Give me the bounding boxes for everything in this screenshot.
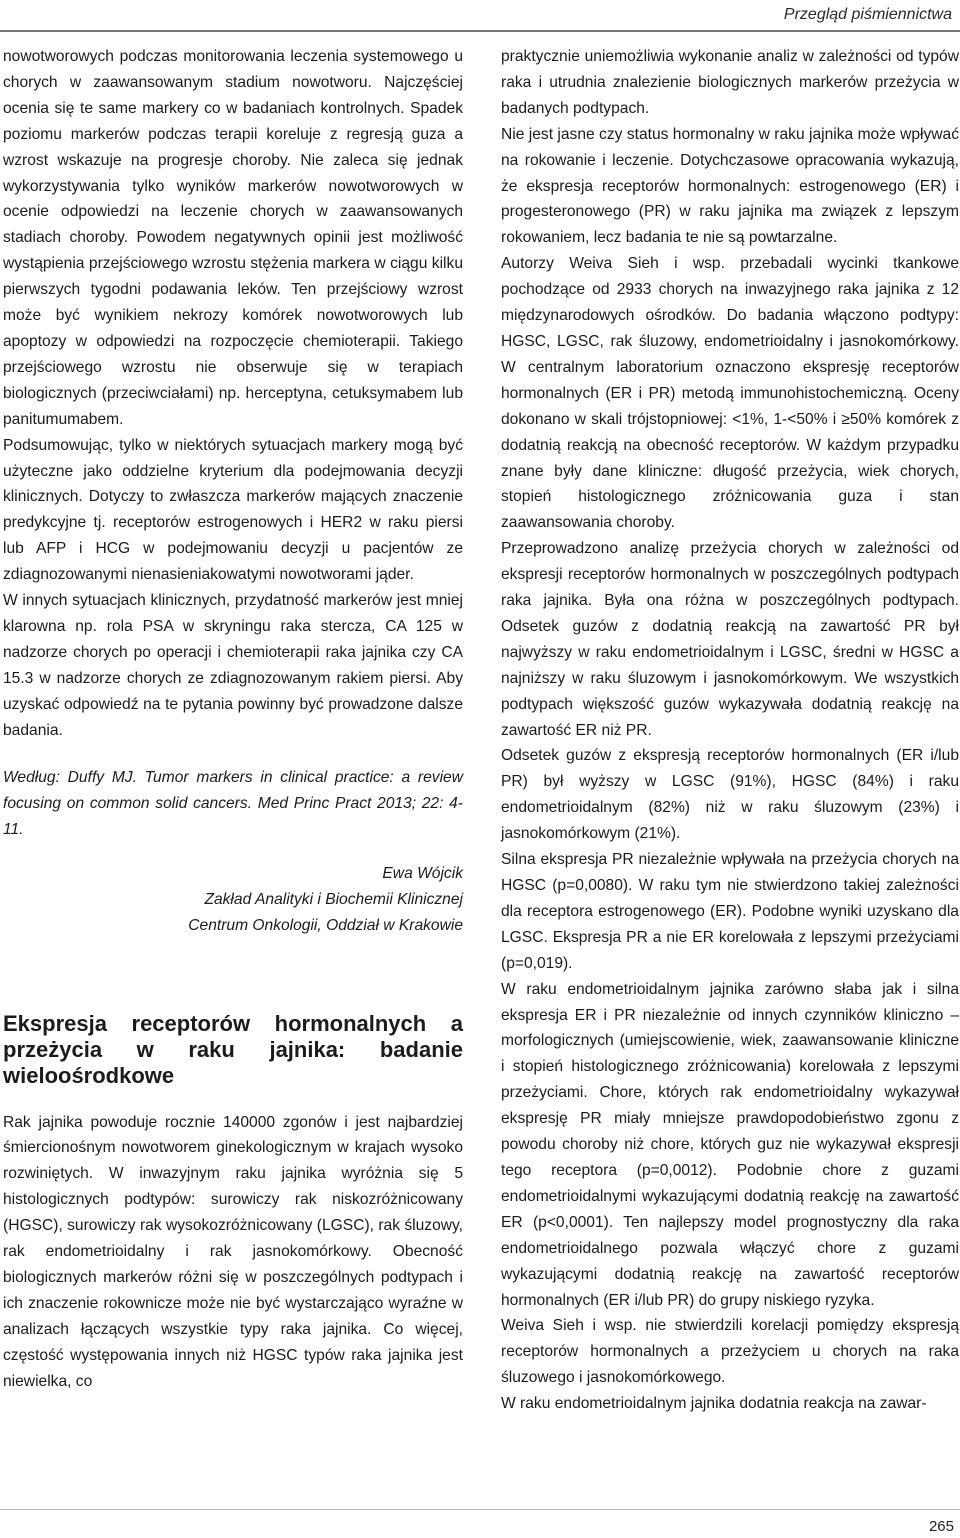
article-heading: Ekspresja receptorów hormonalnych a przeżycia w raku jajnika: badanie wieloośrodkowe <box>3 1011 463 1088</box>
body-paragraph: Przeprowadzono analizę przeżycia chorych w zależności od ekspresji receptorów hormonalnych w poszczególnych podtypach raka jajnika. Była ona różna w poszczególnych podtypach. Odsetek guzów z dodatnią reakcją na zawartość PR był najwyższy w raku endometrioidalnym i LGSC, średni w HGSC a najniższy w raku śluzowym i jasnokomórkowym. We wszystkich podtypach większość guzów wykazywała dodatnią reakcję na zawartość ER niż PR. <box>501 540 959 739</box>
article-intro: Rak jajnika powoduje rocznie 140000 zgonów i jest najbardziej śmiercionośnym nowotworem ginekologicznym w krajach wysoko rozwiniętych. W inwazyjnym raku jajnika wyróżnia się 5 histologicznych podtypów: surowiczy rak niskozróżnicowany (HGSC), surowiczy rak wysokozróżnicowany (LGSC), rak śluzowy, rak endometrioidalny i rak jasnokomórkowy. Obecność biologicznych markerów różni się w poszczególnych podtypach i ich znaczenie rokownicze może nie być wystarczająco wyraźne w analizach łączących wszystkie typy raka jajnika. Co więcej, częstość występowania innych niż HGSC typów raka jajnika jest niewielka, co <box>3 1113 463 1390</box>
body-paragraph: Nie jest jasne czy status hormonalny w raku jajnika może wpływać na rokowanie i leczenie. Dotychczasowe opracowania wykazują, że ekspresja receptorów hormonalnych: estrogenowego (ER) i progesteronowego (PR) w raku jajnika ma związek z lepszym rokowaniem, lecz badania te nie są powtarzalne. <box>501 125 959 247</box>
header-divider <box>0 30 960 32</box>
body-paragraph: W raku endometrioidalnym jajnika zarówno słaba jak i silna ekspresja ER i PR niezależnie od innych czynników kliniczno – morfologicznych (umiejscowienie, wiek, zaawansowanie kliniczne i stopień histologicznego zróżnicowania) korelowała z lepszymi przeżyciami. Chore, których rak endometrioidalny wykazywał ekspresję PR miały mniejsze prawdopodobieństwo zgonu z powodu choroby niż chore, których guz nie wykazywał ekspresji tego receptora (p=0,0012). Podobnie chore z guzami endometrioidalnymi wykazującymi dodatnią reakcję na zawartość ER (p<0,0001). Ten najlepszy model prognostyczny dla raka endometrioidalnego pozwala włączyć chore z guzami wykazującymi dodatnią reakcję na zawartość receptorów hormonalnych (ER i/lub PR) do grupy niskiego ryzyka. <box>501 980 959 1309</box>
body-paragraph: praktycznie uniemożliwia wykonanie analiz w zależności od typów raka i utrudnia znalezienie biologicznych markerów przeżycia w badanych podtypach. <box>501 48 959 117</box>
source-citation: Według: Duffy MJ. Tumor markers in clinical practice: a review focusing on common solid cancers. Med Princ Pract 2013; 22: 4-11. <box>3 769 463 839</box>
body-paragraph: Silna ekspresja PR niezależnie wpływała na przeżycia chorych na HGSC (p=0,0080). W raku tym nie stwierdzono takiej zależności dla receptora estrogenowego (ER). Podobne wyniki uzyskano dla LGSC. Ekspresja PR a nie ER korelowała z lepszymi przeżyciami (p=0,019). <box>501 851 959 972</box>
left-column <box>3 44 463 1395</box>
body-paragraph: Podsumowując, tylko w niektórych sytuacjach markery mogą być użyteczne jako oddzielne kryterium dla podejmowania decyzji klinicznych. Dotyczy to zwłaszcza markerów mających znaczenie predykcyjne tj. receptorów estrogenowych i HER2 w raku piersi lub AFP i HCG w podejmowaniu decyzji u pacjentów ze zdiagnozowanymi nienasieniakowatymi nowotworami jąder. <box>3 436 463 584</box>
body-paragraph: nowotworowych podczas monitorowania leczenia systemowego u chorych w zaawansowanym stadium nowotworu. Najczęściej ocenia się te same markery co w badaniach kontrolnych. Spadek poziomu markerów podczas terapii koreluje z regresją guza a wzrost wskazuje na progresje choroby. Nie zaleca się jednak wykorzystywania tylko wyników markerów nowotworowych w ocenie odpowiedzi na leczenie chorych w zaawansowanych stadiach choroby. Powodem negatywnych opinii jest możliwość wystąpienia przejściowego wzrostu stężenia markera w ciągu kilku pierwszych tygodni podawania leków. Ten przejściowy wzrost może być wynikiem nekrozy komórek nowotworowych lub apoptozy w odpowiedzi na rozpoczęcie chemioterapii. Takiego przejściowego wzrostu nie obserwuje się w terapiach biologicznych (przeciwciałami) np. herceptyna, cetuksymabem lub panitumumabem. <box>3 48 463 428</box>
body-paragraph: W raku endometrioidalnym jajnika dodatnia reakcja na zawar- <box>501 1395 927 1413</box>
footer-divider <box>0 1509 960 1510</box>
author-department: Zakład Analityki i Biochemii Klinicznej <box>204 891 463 909</box>
body-paragraph: Odsetek guzów z ekspresją receptorów hormonalnych (ER i/lub PR) był wyższy w LGSC (91%), HGSC (84%) i raku endometrioidalnym (82%) niż w raku śluzowym (23%) i jasnokomórkowym (21%). <box>501 747 959 843</box>
body-paragraph: W innych sytuacjach klinicznych, przydatność markerów jest mniej klarowna np. rola PSA w skryningu raka stercza, CA 125 w nadzorze chorych po operacji i chemioterapii raka jajnika czy CA 15.3 w nadzorze chorych ze zdiagnozowanym rakiem piersi. Aby uzyskać odpowiedź na te pytania powinny być prowadzone dalsze badania. <box>3 592 463 739</box>
right-column <box>501 44 959 1417</box>
journal-section-header: Przegląd piśmiennictwa <box>783 6 952 23</box>
author-signature <box>3 861 463 939</box>
page-number: 265 <box>928 1518 954 1535</box>
author-name: Ewa Wójcik <box>382 865 463 883</box>
body-paragraph: Autorzy Weiva Sieh i wsp. przebadali wycinki tkankowe pochodzące od 2933 chorych na inwazyjnego raka jajnika z 12 międzynarodowych ośrodków. Do badania włączono podtypy: HGSC, LGSC, rak śluzowy, endometrioidalny i jasnokomórkowy. W centralnym laboratorium oznaczono ekspresję receptorów hormonalnych (ER i PR) metodą immunohistochemiczną. Oceny dokonano w skali trójstopniowej: <1%, 1-<50% i ≥50% komórek z dodatnią reakcją na obecność receptorów. W każdym przypadku znane były dane kliniczne: długość przeżycia, wiek chorych, stopień histologicznego zróżnicowania guza i stan zaawansowania choroby. <box>501 255 959 532</box>
body-paragraph: Weiva Sieh i wsp. nie stwierdzili korelacji pomiędzy ekspresją receptorów hormonalnych a przeżyciem u chorych na raka śluzowego i jasnokomórkowego. <box>501 1317 959 1387</box>
author-institution: Centrum Onkologii, Oddział w Krakowie <box>188 917 463 935</box>
